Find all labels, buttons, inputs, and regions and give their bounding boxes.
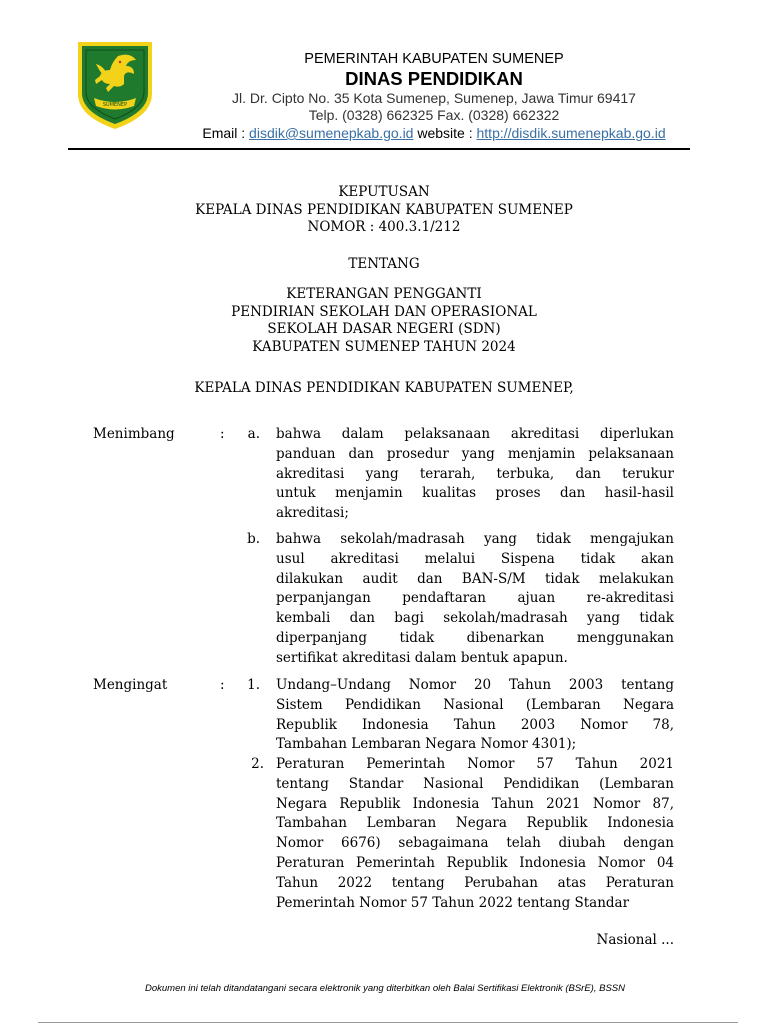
agency-name: DINAS PENDIDIKAN <box>345 68 523 89</box>
esign-footer: Dokumen ini telah ditandatangani secara elektronik yang diterbitkan oleh Balai Sertifikasi Elektronik (BSrE), BSSN <box>145 983 625 994</box>
consideration-item <box>276 425 674 524</box>
decree-title: KEPUTUSAN <box>338 184 430 200</box>
decree-number: NOMOR : 400.3.1/212 <box>307 219 461 235</box>
item-marker: 1. <box>247 677 260 693</box>
text-line: Tahun 2022 tentang Perubahan atas Peraturan <box>276 874 674 891</box>
regency-logo <box>74 36 156 132</box>
considerations-label: Menimbang <box>93 426 175 442</box>
consideration-item <box>276 530 674 669</box>
page-bottom-edge <box>38 1022 738 1023</box>
subject-line: KETERANGAN PENGGANTI <box>286 286 482 302</box>
agency-phone: Telp. (0328) 662325 Fax. (0328) 662322 <box>308 107 560 123</box>
official-title: KEPALA DINAS PENDIDIKAN KABUPATEN SUMENEP, <box>194 380 574 396</box>
svg-text:SUMENEP: SUMENEP <box>102 102 128 108</box>
text-line: Peraturan Pemerintah Republik Indonesia Nomor 04 <box>276 854 674 871</box>
website-label: website : <box>417 125 473 141</box>
text-line: kembali dan bagi sekolah/madrasah yang tidak <box>276 610 674 627</box>
text-line: bahwa sekolah/madrasah yang tidak mengajukan <box>276 531 674 547</box>
text-line: untuk menjamin kualitas proses dan hasil-hasil <box>276 485 674 502</box>
item-marker: b. <box>247 531 260 547</box>
about-label: TENTANG <box>348 256 420 272</box>
email-link[interactable]: disdik@sumenepkab.go.id <box>249 125 414 141</box>
text-line: Undang–Undang Nomor 20 Tahun 2003 tentang <box>276 677 674 693</box>
subject-line: SEKOLAH DASAR NEGERI (SDN) <box>267 321 501 337</box>
subject-line: PENDIRIAN SEKOLAH DAN OPERASIONAL <box>231 303 537 320</box>
decree-heading <box>90 184 678 237</box>
website-link[interactable]: http://disdik.sumenepkab.go.id <box>476 125 666 141</box>
text-line: perpanjangan pendaftaran ajuan re-akreditasi <box>276 590 674 607</box>
email-label: Email : <box>202 125 246 141</box>
text-line: akreditasi; <box>276 505 349 522</box>
subject-line: KABUPATEN SUMENEP TAHUN 2024 <box>252 338 516 355</box>
text-line: Peraturan Pemerintah Nomor 57 Tahun 2021 <box>276 756 674 772</box>
item-marker: a. <box>247 426 260 442</box>
text-line: Nomor 6676) sebagaimana telah diubah dengan <box>276 835 674 852</box>
text-line: Pemerintah Nomor 57 Tahun 2022 tentang Standar <box>276 894 630 911</box>
decree-issuer: KEPALA DINAS PENDIDIKAN KABUPATEN SUMENEP <box>195 201 573 218</box>
text-line: akreditasi yang terarah, terbuka, dan terukur <box>276 465 674 482</box>
agency-contact <box>170 124 698 142</box>
text-line: Negara Republik Indonesia Tahun 2021 Nomor 87, <box>276 795 674 812</box>
text-line: tentang Standar Nasional Pendidikan (Lembaran <box>276 775 674 792</box>
text-line: bahwa dalam pelaksanaan akreditasi diperlukan <box>276 426 674 442</box>
letterhead <box>170 50 698 142</box>
legal-basis-label: Mengingat <box>93 677 168 693</box>
text-line: sertifikat akreditasi dalam bentuk apapun. <box>276 649 568 666</box>
legal-basis-colon: : <box>220 677 225 693</box>
government-name: PEMERINTAH KABUPATEN SUMENEP <box>304 51 564 67</box>
text-line: Sistem Pendidikan Nasional (Lembaran Negara <box>276 696 674 713</box>
text-line: panduan dan prosedur yang menjamin pelaksanaan <box>276 445 674 462</box>
decree-subject <box>90 286 678 356</box>
considerations-colon: : <box>220 426 225 442</box>
text-line: Republik Indonesia Tahun 2003 Nomor 78, <box>276 716 674 733</box>
text-line: usul akreditasi melalui Sispena tidak akan <box>276 550 674 567</box>
text-line: Tambahan Lembaran Negara Republik Indonesia <box>276 815 674 832</box>
legal-basis-item <box>276 755 674 913</box>
continuation-text: Nasional ... <box>596 932 674 948</box>
text-line: diperpanjang tidak dibenarkan menggunakan <box>276 629 674 646</box>
legal-basis-item <box>276 676 674 755</box>
agency-address: Jl. Dr. Cipto No. 35 Kota Sumenep, Sumenep, Jawa Timur 69417 <box>232 90 636 106</box>
item-marker: 2. <box>251 756 264 772</box>
text-line: Tambahan Lembaran Negara Nomor 4301); <box>276 736 577 753</box>
text-line: dilakukan audit dan BAN-S/M tidak melakukan <box>276 570 674 587</box>
letterhead-divider <box>68 148 690 150</box>
